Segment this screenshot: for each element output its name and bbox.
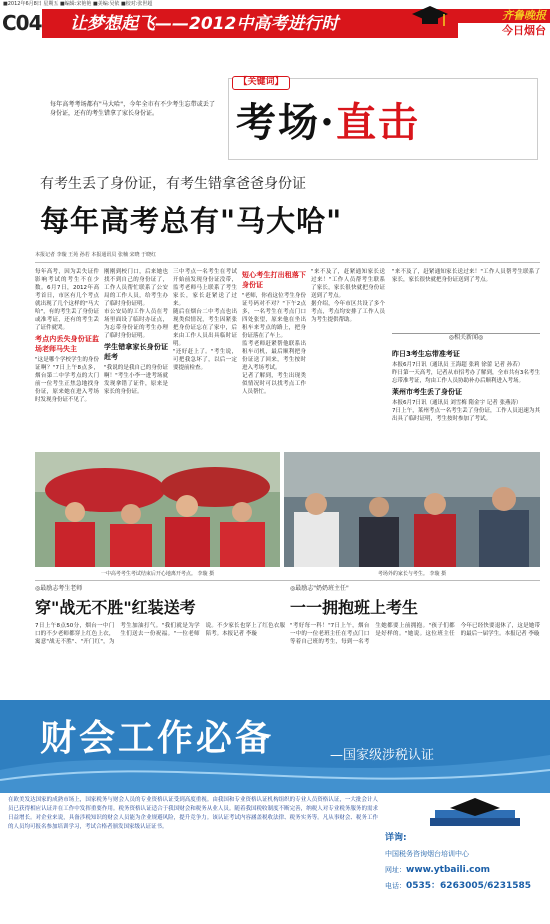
photo-caption: 考场外的家长与考生。 李璇 摄 xyxy=(377,571,447,577)
article-intro: 每年高考考场都有"马大哈"，今年全市有不少考生忘带或丢了身份证，还有的考生错拿了家长身份证。 xyxy=(50,101,215,117)
book-stack-icon xyxy=(420,798,530,830)
paragraph: 7日上午，莱州考点一名考生丢了身份证，工作人员迅速为其出具了临时证明，考生按时参加了考试。 xyxy=(392,408,540,422)
edition-name: 今日烟台 xyxy=(458,23,550,38)
column-subtitle: 考点内丢失身份证监场老师马失主 xyxy=(35,335,99,353)
site-label: 网址： xyxy=(385,866,406,874)
tel-label: 电话： xyxy=(385,882,406,890)
divider xyxy=(35,580,540,581)
paragraph: 每年高考，因为丢失证件影响考试的考生不在少数。6月7日，2012年高考首日，市区有几个考点就出现了几个这样的"马大哈"，有的考生丢了身份证或准考证，还有的考生丢了证件就哭。 xyxy=(35,269,99,331)
article-column-6 xyxy=(392,268,540,328)
paragraph: "来不及了，赶紧通知家长送过来！"工作人员帮考生联系了家长，家长很快就把身份证送到了考点。 xyxy=(392,269,540,283)
photo-parents xyxy=(284,452,540,567)
paragraph: "这是哪个学校学生的身份证啊？"7日上午8点多，烟台第二中学考点的大门前一位考生正焦急地找身份证，原来她在进入考场时发现身份证不见了。 xyxy=(35,357,99,403)
paragraph: "还好赶上了。"考生说，可把我急坏了，以后一定要提前检查。 xyxy=(173,349,237,371)
ad-title: 财会工作必备 xyxy=(40,718,275,759)
photo-students xyxy=(35,452,280,567)
article-column-2 xyxy=(104,268,168,448)
story-tag: ◎最励志"奶奶班主任" xyxy=(290,585,349,592)
keyword-tag: 【关键词】 xyxy=(232,76,290,90)
keyword-title-dot: · xyxy=(320,99,336,146)
related-byline: 本报6月7日讯（通讯员 刘雪梅 隋金宇 记者 张燕涛） xyxy=(392,400,522,406)
paragraph: 记者了解到，考生出现类似情况时可以找考点工作人员帮忙。 xyxy=(242,373,306,395)
header-meta: ■2012年6月8日 星期五 ■编辑:宋艳艳 ■美编:吴依 ■校对:张世超 xyxy=(0,0,550,9)
related-title: 昨日3考生忘带准考证 xyxy=(392,350,460,358)
ad-contact xyxy=(385,830,545,894)
paragraph: "来不及了，赶紧通知家长送过来！"工作人员帮考生联系了家长，家长很快就把身份证送到了考点。 xyxy=(311,269,385,299)
graduation-cap-icon xyxy=(410,0,450,38)
ad-subtitle: —国家级涉税认证 xyxy=(330,748,435,763)
ad-body: 在欧美发达国家的成熟市场上，国家税务与财会人员的专业资格认证受到高度重视。由我国和专业资格认证机构组织的专业人员资格认证，一大批会计人员已获得相应认证并在工作中发挥重要作用。税务资格认证适合于我国财会和税务从业人员。随着我国税收制度不断完善，纳税人对专业税务服务的需求日益增长。对企业来说，具备涉税知识的财会人员能为企业规避风险，提升竞争力。该认证考试内容涵盖税收法律、税务实务等。凡从事财会、税务工作的人员均可报名参加培训学习，考试合格者颁发国家级认证证书。 xyxy=(8,797,378,830)
related-news-tag: ◎相关新闻◎ xyxy=(448,334,484,341)
article-headline: 每年高考总有"马大哈" xyxy=(40,204,343,238)
keyword-title-b: 直击 xyxy=(335,99,420,146)
related-byline: 本报6月7日讯（通讯员 王海超 张莉 徐蕾 记者 孙若） xyxy=(392,362,524,368)
article-column-3 xyxy=(173,268,237,448)
contact-org: 中国税务咨询烟台培训中心 xyxy=(385,850,469,858)
paragraph: 据介绍，今年市区共设了多个考点，考点均安排了工作人员为考生提供帮助。 xyxy=(311,301,385,323)
column-subtitle: 学生错拿家长身份证赶考 xyxy=(104,343,168,361)
story-title: 一一拥抱班上考生 xyxy=(290,598,419,617)
story-body: 7日上午8点50分，烟台一中门口的不少老师都穿上红色上衣，寓意"战无不胜"、"开门红"，为考生加油打气。"我们就是为学生们送去一份祝福。"一位老师说。不少家长也穿上了红色衣服陪考。本报记者 李璇 xyxy=(35,623,285,645)
page-number: C04 xyxy=(0,9,42,38)
paragraph: "老师，你看这位考生身份证号码对不对？"下午2点多，一名考生在考点门口四处张望，原来他在坐出租车来考点的路上，把身份证落在了车上。 xyxy=(242,293,306,339)
paragraph: 随后在烟台二中考点也出现类似情况，考生因紧张把身份证忘在了家中，后来由工作人员出具临时证明。 xyxy=(173,309,237,347)
column-subtitle: 短心考生打出租落下身份证 xyxy=(242,271,306,289)
article-column-4 xyxy=(242,268,306,448)
paragraph: "我说的是我自己的身份证啊！"考生小李一进考场就发现拿错了证件，原来是家长的身份证。 xyxy=(104,365,168,395)
contact-label: 详询: xyxy=(385,833,407,843)
story-body: "考好每一科！"7日上午，烟台一中的一位老班主任在考点门口等着自己班的考生，每到一名考生她都要上前拥抱。"孩子们都是好样的。"她说。这位班主任今年已经快要退休了，这是她带的最后一届学生。本报记者 李璇 xyxy=(290,623,540,645)
paragraph: 监考老师赶紧帮他联系出租车司机，最后顺利把身份证送了回来，考生按时进入考场考试。 xyxy=(242,341,306,371)
section-title: 让梦想起飞——2012中高考进行时 xyxy=(70,14,339,34)
keyword-title-a: 考场 xyxy=(236,99,320,146)
paragraph: 市公安局的工作人员在考场里面设了临时办证点，为忘带身份证的考生办理了临时身份证明。 xyxy=(104,309,168,339)
newspaper-brand: 齐鲁晚报 xyxy=(502,9,546,22)
keyword-title xyxy=(236,96,420,150)
divider xyxy=(35,262,540,263)
paragraph: 三中考点一名考生在考试开始前发现身份证没带，监考老师马上联系了考生家长，家长赶紧送了过来。 xyxy=(173,269,237,307)
photo-caption: 一中高考考生考试结束后开心地离开考点。 李璇 摄 xyxy=(100,571,215,577)
story-title: 穿"战无不胜"红装送考 xyxy=(35,598,196,617)
article-subhead: 有考生丢了身份证，有考生错拿爸爸身份证 xyxy=(40,176,306,192)
paragraph: 昨日第一天高考，记者从市招考办了解到，全市共有3名考生忘带准考证，均由工作人员协助补办后顺利进入考场。 xyxy=(392,370,540,384)
article-byline: 本报记者 李璇 王苑 孙若 本报通讯员 张楠 宋晓 于晓红 xyxy=(35,252,157,258)
story-tag: ◎最励志考生老师 xyxy=(35,585,83,592)
phone-number: 0535：6263005/6231585 xyxy=(406,881,532,891)
site-url[interactable]: www.ytbaili.com xyxy=(406,865,491,875)
related-title: 莱州市考生丢了身份证 xyxy=(392,388,462,396)
paragraph: 刚刚到校门口，后来她也找不到自己的身份证了，工作人员帮忙联系了公安局的工作人员，给考生办了临时身份证明。 xyxy=(104,269,168,307)
article-column-5 xyxy=(311,268,385,448)
